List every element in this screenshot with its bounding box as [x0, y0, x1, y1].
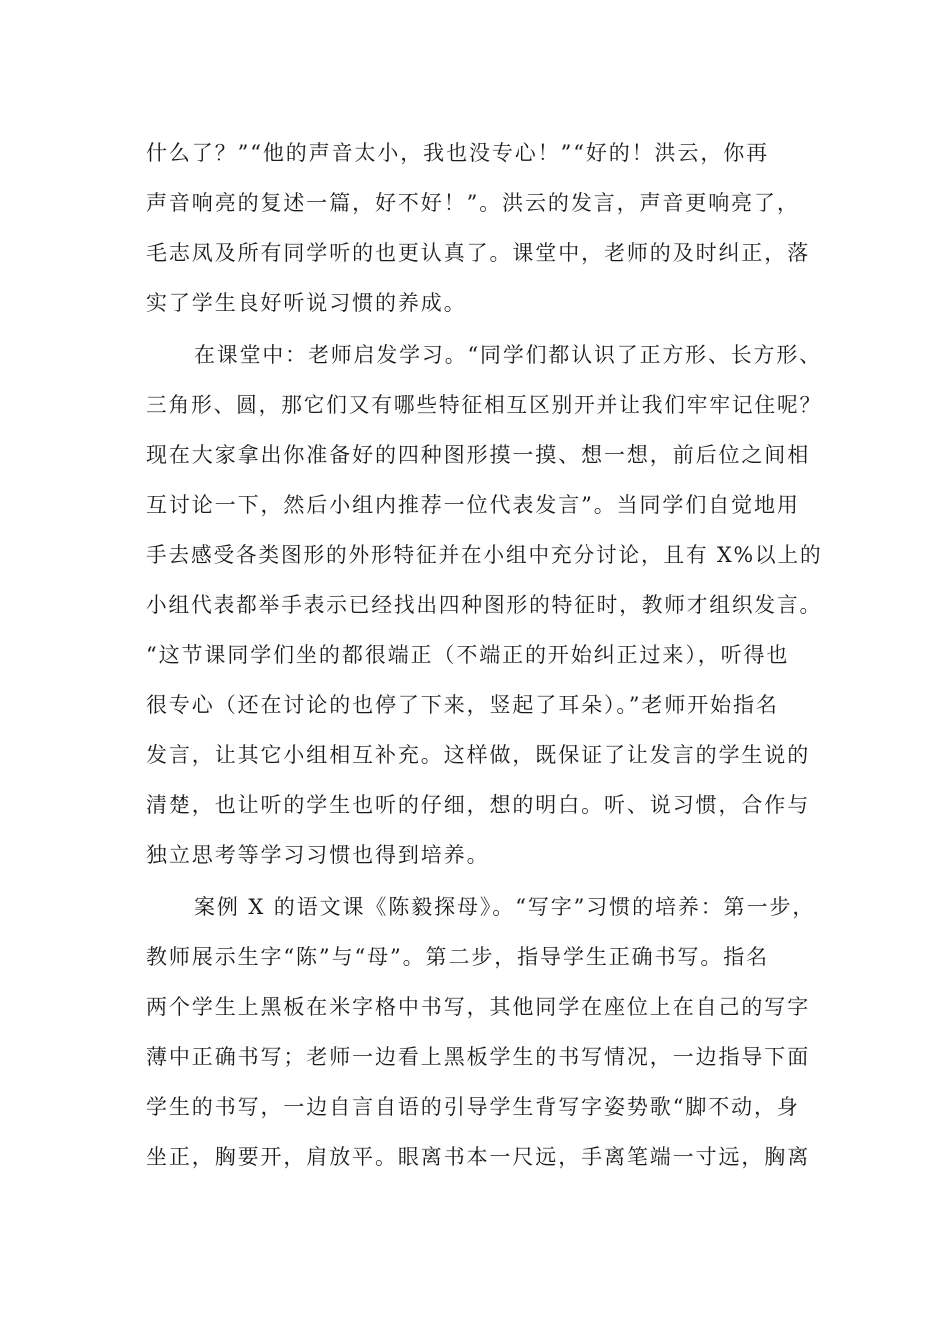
text-line: 很专心（还在讨论的也停了下来，竖起了耳朵）。”老师开始指名	[146, 693, 779, 717]
text-line: 独立思考等学习习惯也得到培养。	[146, 843, 490, 867]
text-line: “这节课同学们坐的都很端正（不端正的开始纠正过来），听得也	[146, 643, 790, 667]
text-line: 三角形、圆，那它们又有哪些特征相互区别开并让我们牢牢记住呢？	[146, 393, 823, 417]
text-line: 两个学生上黑板在米字格中书写，其他同学在座位上在自己的写字	[146, 995, 811, 1019]
text-line: 互讨论一下，然后小组内推荐一位代表发言”。当同学们自觉地用	[146, 493, 800, 517]
text-line: 坐正，胸要开，肩放平。眼离书本一尺远，手离笔端一寸远，胸离	[146, 1145, 811, 1169]
text-line: 薄中正确书写；老师一边看上黑板学生的书写情况，一边指导下面	[146, 1045, 811, 1069]
text-line: 什么了？”“他的声音太小，我也没专心！”“好的！洪云，你再	[146, 141, 770, 165]
text-line: 学生的书写，一边自言自语的引导学生背写字姿势歌“脚不动，身	[146, 1095, 800, 1119]
text-line: 手去感受各类图形的外形特征并在小组中充分讨论，且有 X%以上的	[146, 543, 823, 567]
text-line: 声音响亮的复述一篇，好不好！”。洪云的发言，声音更响亮了，	[146, 191, 800, 215]
text-line: 小组代表都举手表示已经找出四种图形的特征时，教师才组织发言。	[146, 593, 823, 617]
paragraph-first-line: 在课堂中：老师启发学习。“同学们都认识了正方形、长方形、	[194, 343, 822, 367]
paragraph-first-line: 案例 X 的语文课《陈毅探母》。“写字”习惯的培养：第一步，	[194, 895, 816, 919]
text-line: 发言，让其它小组相互补充。这样做，既保证了让发言的学生说的	[146, 743, 811, 767]
text-line: 教师展示生字“陈”与“母”。第二步，指导学生正确书写。指名	[146, 945, 770, 969]
text-line: 清楚，也让听的学生也听的仔细，想的明白。听、说习惯，合作与	[146, 793, 811, 817]
text-line: 实了学生良好听说习惯的养成。	[146, 291, 467, 315]
text-line: 现在大家拿出你准备好的四种图形摸一摸、想一想，前后位之间相	[146, 443, 811, 467]
text-line: 毛志凤及所有同学听的也更认真了。课堂中，老师的及时纠正，落	[146, 241, 811, 265]
